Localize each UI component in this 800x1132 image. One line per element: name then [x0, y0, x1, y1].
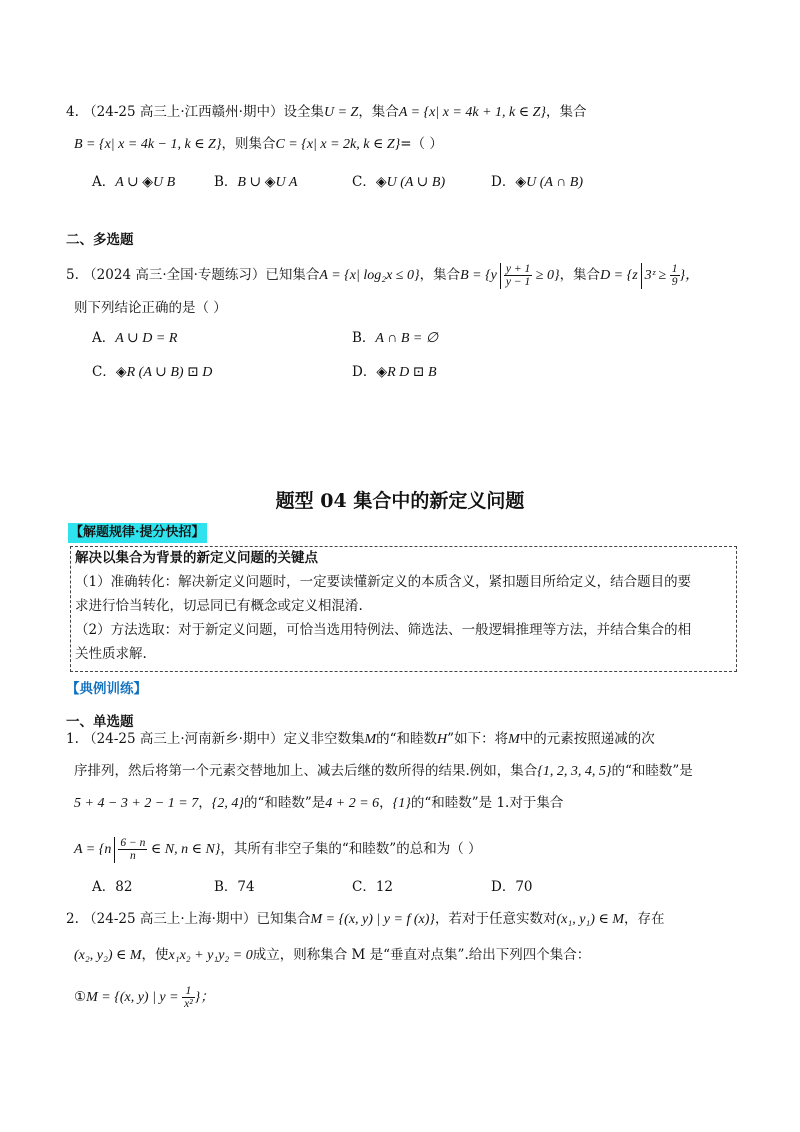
fraction-numerator: 6 − n	[120, 837, 146, 850]
e1-comma: ，	[198, 795, 212, 811]
tip-point1-line1: （1）准确转化：解决新定义问题时，一定要读懂新定义的本质含义，紧扣题目所给定义，结合题目的要	[75, 574, 692, 590]
q5-line2: 则下列结论正确的是（ ）	[74, 300, 227, 316]
e1-symbol-h: H	[437, 732, 448, 747]
q5-d-head: D = {z	[600, 268, 638, 283]
e1-a-tail: ∈ N, n ∈ N}	[150, 842, 221, 857]
q4-line2	[74, 134, 443, 155]
option-value: 70	[515, 879, 533, 895]
tip-point1-line2: 求进行恰当转化，切忌同已有概念或定义相混淆.	[75, 598, 363, 614]
e1-a-head: A = {n	[74, 842, 112, 857]
option-math: ◈U (A ∪ B)	[375, 175, 446, 190]
e2-text-c: ，存在	[623, 911, 665, 927]
e1-line1	[66, 729, 655, 750]
e1-set-m: M	[364, 732, 377, 747]
q4-prefix: 4. （24-25 高三上·江西赣州·期中）设全集	[66, 104, 324, 120]
q4-set-c: C = {x| x = 2k, k ∈ Z}	[275, 137, 401, 152]
e2-text-b: ，若对于任意实数对	[434, 911, 557, 927]
fraction-denominator: n	[129, 850, 136, 863]
q5-line1	[66, 262, 699, 289]
option-label: D．	[352, 364, 377, 380]
typical-heading: 【典例训练】	[66, 681, 147, 697]
e2-line2	[74, 945, 590, 966]
e1-line4	[74, 834, 482, 865]
e1-text-b: 的“和睦数	[376, 731, 438, 747]
option-value: 82	[115, 879, 133, 895]
option-label: B．	[214, 174, 238, 190]
e1-calc1: 5 + 4 − 3 + 2 − 1 = 7	[74, 796, 199, 811]
e2-text-2b: ，使	[141, 947, 169, 963]
divider	[500, 263, 501, 289]
fraction-numerator: 1	[182, 985, 195, 998]
e1-line2	[74, 761, 693, 782]
e2-item1-head: M = {(x, y) | y =	[86, 990, 179, 1005]
q4-option-b[interactable]	[214, 172, 297, 193]
option-label: B．	[352, 330, 376, 346]
option-math: A ∪ D = R	[115, 331, 178, 346]
option-math: ◈U (A ∩ B)	[515, 175, 583, 190]
option-value: 12	[375, 879, 394, 895]
q4-option-d[interactable]	[491, 172, 583, 193]
q5-option-c[interactable]	[92, 362, 212, 383]
option-label: B．	[214, 879, 238, 895]
q5-d-cond: 3ᶻ ≥	[644, 268, 667, 283]
e1-text-3f: 的“和睦数”是 1.对于集合	[410, 795, 564, 811]
e1-example-set3: {1}	[392, 796, 411, 811]
e2-item1-fraction	[182, 985, 195, 1010]
e1-calc2: 4 + 2 = 6	[325, 796, 380, 811]
e2-item1-mark: ①	[74, 989, 87, 1005]
q5-text-setd: ，集合	[559, 267, 601, 283]
option-label: C．	[352, 879, 376, 895]
option-value: 74	[237, 879, 255, 895]
fraction-denominator: y − 1	[505, 276, 531, 289]
section-title: 题型 04 集合中的新定义问题	[275, 490, 525, 512]
e1-option-c[interactable]	[352, 877, 393, 897]
section-multi-choice: 二、多选题	[66, 232, 134, 248]
q5-option-d[interactable]	[352, 362, 437, 383]
option-math: A ∩ B = ∅	[375, 331, 439, 346]
q5-set-a: A = {x| log₂x ≤ 0}	[319, 268, 420, 283]
e2-equation: x₁x₂ + y₁y₂ = 0	[168, 948, 253, 963]
tip-box	[70, 546, 737, 672]
q4-text-end: ，集合	[546, 104, 587, 120]
e1-example-set2: {2, 4}	[211, 796, 244, 811]
e1-text-a: 1. （24-25 高三上·河南新乡·期中）定义非空数集	[66, 731, 365, 747]
q4-universal-set: U = Z	[323, 105, 359, 120]
option-label: A．	[92, 879, 116, 895]
e1-text-4b: ，其所有非空子集的“和睦数”的总和为（ ）	[220, 841, 482, 857]
fraction-denominator: x²	[184, 998, 193, 1011]
option-math: ◈R (A ∪ B) ⊡ D	[115, 365, 213, 380]
fraction-numerator: y + 1	[505, 263, 531, 276]
e1-comma: ，	[379, 795, 393, 811]
e1-text-2a: 序排列，然后将第一个元素交替地加上、减去后继的数所得的结果.例如，集合	[74, 763, 538, 779]
q5-d-fraction	[670, 263, 680, 288]
q4-option-a[interactable]	[92, 172, 175, 193]
q5-set-b	[460, 263, 560, 289]
e2-pair2: (x₂, y₂) ∈ M	[74, 948, 142, 963]
q5-set-d	[600, 263, 700, 289]
q5-option-b[interactable]	[352, 328, 438, 349]
e1-option-b[interactable]	[214, 877, 255, 897]
q4-text-eq: =（ ）	[400, 136, 443, 152]
e2-pair1: (x₁, y₁) ∈ M	[556, 912, 624, 927]
q4-text-mid: ，集合	[358, 104, 399, 120]
tip-heading: 解决以集合为背景的新定义问题的关键点	[75, 550, 318, 566]
e1-text-d: 中的元素按照递减的次	[519, 731, 655, 747]
divider	[114, 837, 115, 863]
q5-option-a[interactable]	[92, 328, 177, 349]
tip-tag: 【解题规律·提分快招】	[68, 523, 207, 543]
q5-b-tail: ≥ 0}	[535, 268, 560, 283]
q4-set-b: B = {x| x = 4k − 1, k ∈ Z}	[74, 137, 222, 152]
e1-option-d[interactable]	[491, 877, 533, 897]
fraction-numerator: 1	[671, 263, 678, 276]
e1-text-3c: 的“和睦数”是	[243, 795, 326, 811]
option-label: D．	[491, 174, 516, 190]
option-label: A．	[92, 330, 116, 346]
e1-text-2b: 的“和睦数”是	[611, 763, 693, 779]
e1-option-a[interactable]	[92, 877, 132, 897]
e2-item1-set	[86, 985, 215, 1011]
q5-b-fraction	[504, 263, 532, 288]
q5-b-head: B = {y	[460, 268, 497, 283]
tip-point2-line1: （2）方法选取：对于新定义问题，可恰当选用特例法、筛选法、一般逻辑推理等方法，并结合集合的相	[75, 622, 692, 638]
q4-text-then: ，则集合	[221, 136, 276, 152]
q5-prefix: 5. （2024 高三·全国·专题练习）已知集合	[66, 267, 320, 283]
option-math: ◈R D ⊡ B	[376, 365, 437, 380]
q4-option-c[interactable]	[352, 172, 445, 193]
e1-set-m2: M	[508, 732, 520, 747]
section-single-choice: 一、单选题	[66, 714, 134, 730]
option-math: A ∪ ◈U B	[115, 175, 176, 190]
q5-d-tail: }，	[679, 268, 700, 283]
option-label: D．	[491, 879, 516, 895]
option-label: C．	[92, 364, 116, 380]
e2-line1	[66, 909, 664, 930]
tip-point2-line2: 关性质求解.	[75, 646, 147, 662]
e2-set-m: M = {(x, y) | y = f (x)}	[310, 912, 435, 927]
e1-text-c: ”如下：将	[447, 731, 509, 747]
e2-text-a: 2. （24-25 高三上·上海·期中）已知集合	[66, 911, 311, 927]
option-label: C．	[352, 174, 376, 190]
divider	[641, 263, 642, 289]
option-math: B ∪ ◈U A	[237, 175, 298, 190]
e2-item1	[74, 982, 214, 1013]
e2-text-2c: 成立，则称集合 M 是“垂直对点集”.给出下列四个集合：	[252, 947, 591, 963]
option-label: A．	[92, 174, 116, 190]
e1-a-fraction	[118, 837, 147, 862]
q4-line1	[66, 102, 587, 123]
q5-text-setb: ，集合	[419, 267, 461, 283]
e1-set-a	[74, 837, 221, 863]
q4-set-a: A = {x| x = 4k + 1, k ∈ Z}	[398, 105, 547, 120]
e1-example-set1: {1, 2, 3, 4, 5}	[537, 764, 612, 779]
e1-line3	[74, 793, 563, 814]
e2-item1-tail: }；	[194, 990, 215, 1005]
fraction-denominator: 9	[671, 276, 678, 289]
